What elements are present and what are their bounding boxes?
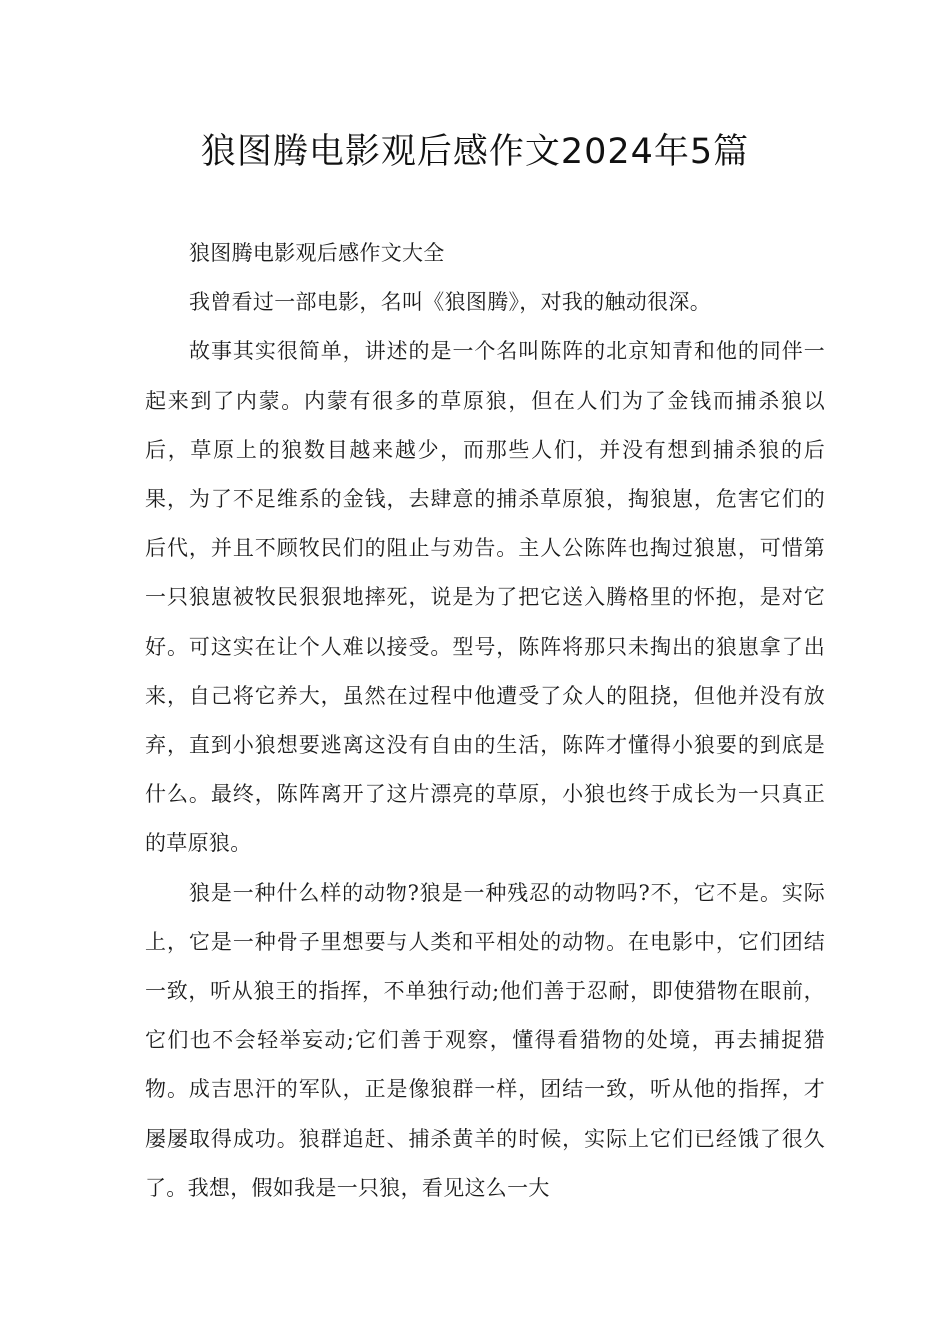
document-body [145,229,825,1213]
subtitle-paragraph: 狼图腾电影观后感作文大全 [189,241,445,265]
story-paragraph: 故事其实很简单，讲述的是一个名叫陈阵的北京知青和他的同伴一起来到了内蒙。内蒙有很多的草原狼，但在人们为了金钱而捕杀狼以后，草原上的狼数目越来越少，而那些人们，并没有想到捕杀狼的后果，为了不足维系的金钱，去肆意的捕杀草原狼，掏狼崽，危害它们的后代，并且不顾牧民们的阻止与劝告。主人公陈阵也掏过狼崽，可惜第一只狼崽被牧民狠狠地摔死，说是为了把它送入腾格里的怀抱，是对它好。可这实在让个人难以接受。型号，陈阵将那只未掏出的狼崽拿了出来，自己将它养大，虽然在过程中他遭受了众人的阻挠，但他并没有放弃，直到小狼想要逃离这没有自由的生活，陈阵才懂得小狼要的到底是什么。最终，陈阵离开了这片漂亮的草原，小狼也终于成长为一只真正的草原狼。 [145,339,825,856]
wolf-nature-paragraph: 狼是一种什么样的动物?狼是一种残忍的动物吗?不，它不是。实际上，它是一种骨子里想要与人类和平相处的动物。在电影中，它们团结一致，听从狼王的指挥，不单独行动;他们善于忍耐，即使猎物在眼前，它们也不会轻举妄动;它们善于观察，懂得看猎物的处境，再去捕捉猎物。成吉思汗的军队，正是像狼群一样，团结一致，听从他的指挥，才屡屡取得成功。狼群追赶、捕杀黄羊的时候，实际上它们已经饿了很久了。我想，假如我是一只狼，看见这么一大 [145,880,825,1200]
document-title: 狼图腾电影观后感作文2024年5篇 [200,132,750,172]
intro-paragraph: 我曾看过一部电影，名叫《狼图腾》，对我的触动很深。 [189,290,711,315]
